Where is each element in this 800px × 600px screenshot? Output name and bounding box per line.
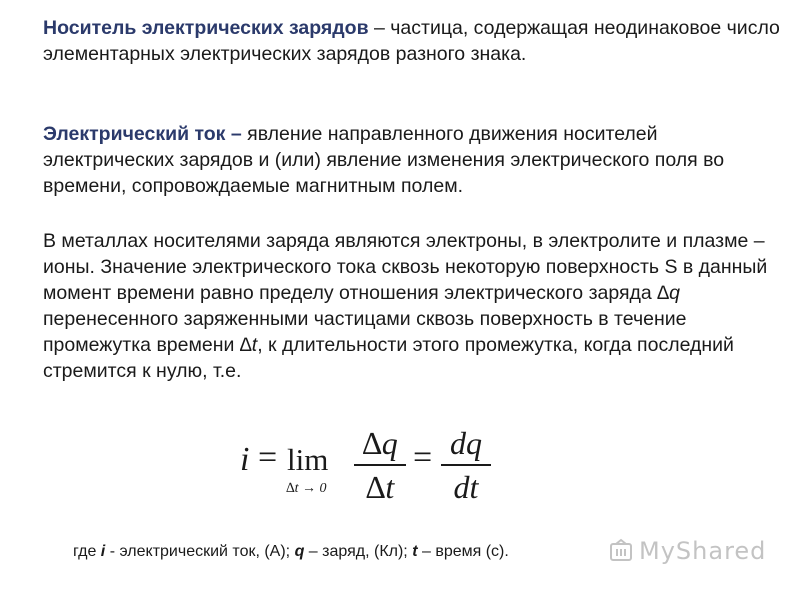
definition-charge-carrier-text: – частица, содержащая неодинаковое число элементарных электрических зарядов разного знака. bbox=[43, 17, 780, 65]
formula-lhs: i bbox=[240, 441, 250, 478]
watermark-text: MyShared bbox=[639, 537, 767, 565]
legend-prefix: где bbox=[73, 543, 101, 560]
fraction-delta-denominator: ∆t bbox=[365, 469, 395, 505]
fraction-delta-numerator: ∆q bbox=[362, 425, 398, 461]
myshared-logo-icon bbox=[608, 538, 634, 564]
current-formula bbox=[236, 413, 506, 513]
formula-lim: lim bbox=[287, 442, 329, 477]
fraction-derivative-bar bbox=[441, 464, 491, 466]
legend-desc-t: – время (с). bbox=[417, 543, 509, 560]
myshared-watermark bbox=[608, 536, 766, 566]
current-explanation-part-a: В металлах носителями заряда являются электроны, в электролите и плазме – ионы. Значение электрического тока сквозь некоторую поверхность S в данный момент времени равно пределу отношения электрического заряда bbox=[43, 230, 768, 304]
legend-var-t: t bbox=[412, 543, 418, 560]
term-electric-current: Электрический ток – bbox=[43, 123, 242, 145]
legend-var-i: i bbox=[100, 543, 106, 560]
term-charge-carrier: Носитель электрических зарядов bbox=[43, 17, 369, 39]
formula-fraction-derivative bbox=[441, 425, 491, 505]
legend-var-q: q bbox=[294, 543, 305, 560]
formula-fraction-delta bbox=[354, 425, 406, 505]
legend-desc-q: – заряд, (Кл); bbox=[304, 543, 413, 560]
fraction-derivative-denominator: dt bbox=[453, 469, 479, 505]
fraction-derivative-numerator: dq bbox=[450, 425, 482, 461]
formula-equals-1: = bbox=[258, 439, 278, 476]
variable-legend bbox=[73, 543, 509, 561]
definition-electric-current-text: явление направленного движения носителей электрических зарядов и (или) явление изменения электрического поля во времени, сопровождаемые магнитным полем. bbox=[43, 123, 725, 197]
delta-q-symbol: ∆q bbox=[657, 282, 680, 304]
formula-lim-subscript: ∆t → 0 bbox=[286, 481, 327, 496]
current-explanation-part-b: перенесенного заряженными частицами сквозь поверхность в течение промежутка времени bbox=[43, 308, 687, 356]
current-explanation-part-c: , к длительности этого промежутка, когда последний стремится к нулю, т.е. bbox=[43, 334, 734, 382]
legend-desc-i: - электрический ток, (А); bbox=[105, 543, 295, 560]
definition-charge-carrier bbox=[43, 15, 788, 67]
definition-electric-current bbox=[43, 121, 788, 199]
formula-equals-2: = bbox=[413, 439, 433, 476]
current-explanation bbox=[43, 228, 788, 384]
delta-t-symbol: ∆t bbox=[239, 334, 258, 356]
fraction-delta-bar bbox=[354, 464, 406, 466]
